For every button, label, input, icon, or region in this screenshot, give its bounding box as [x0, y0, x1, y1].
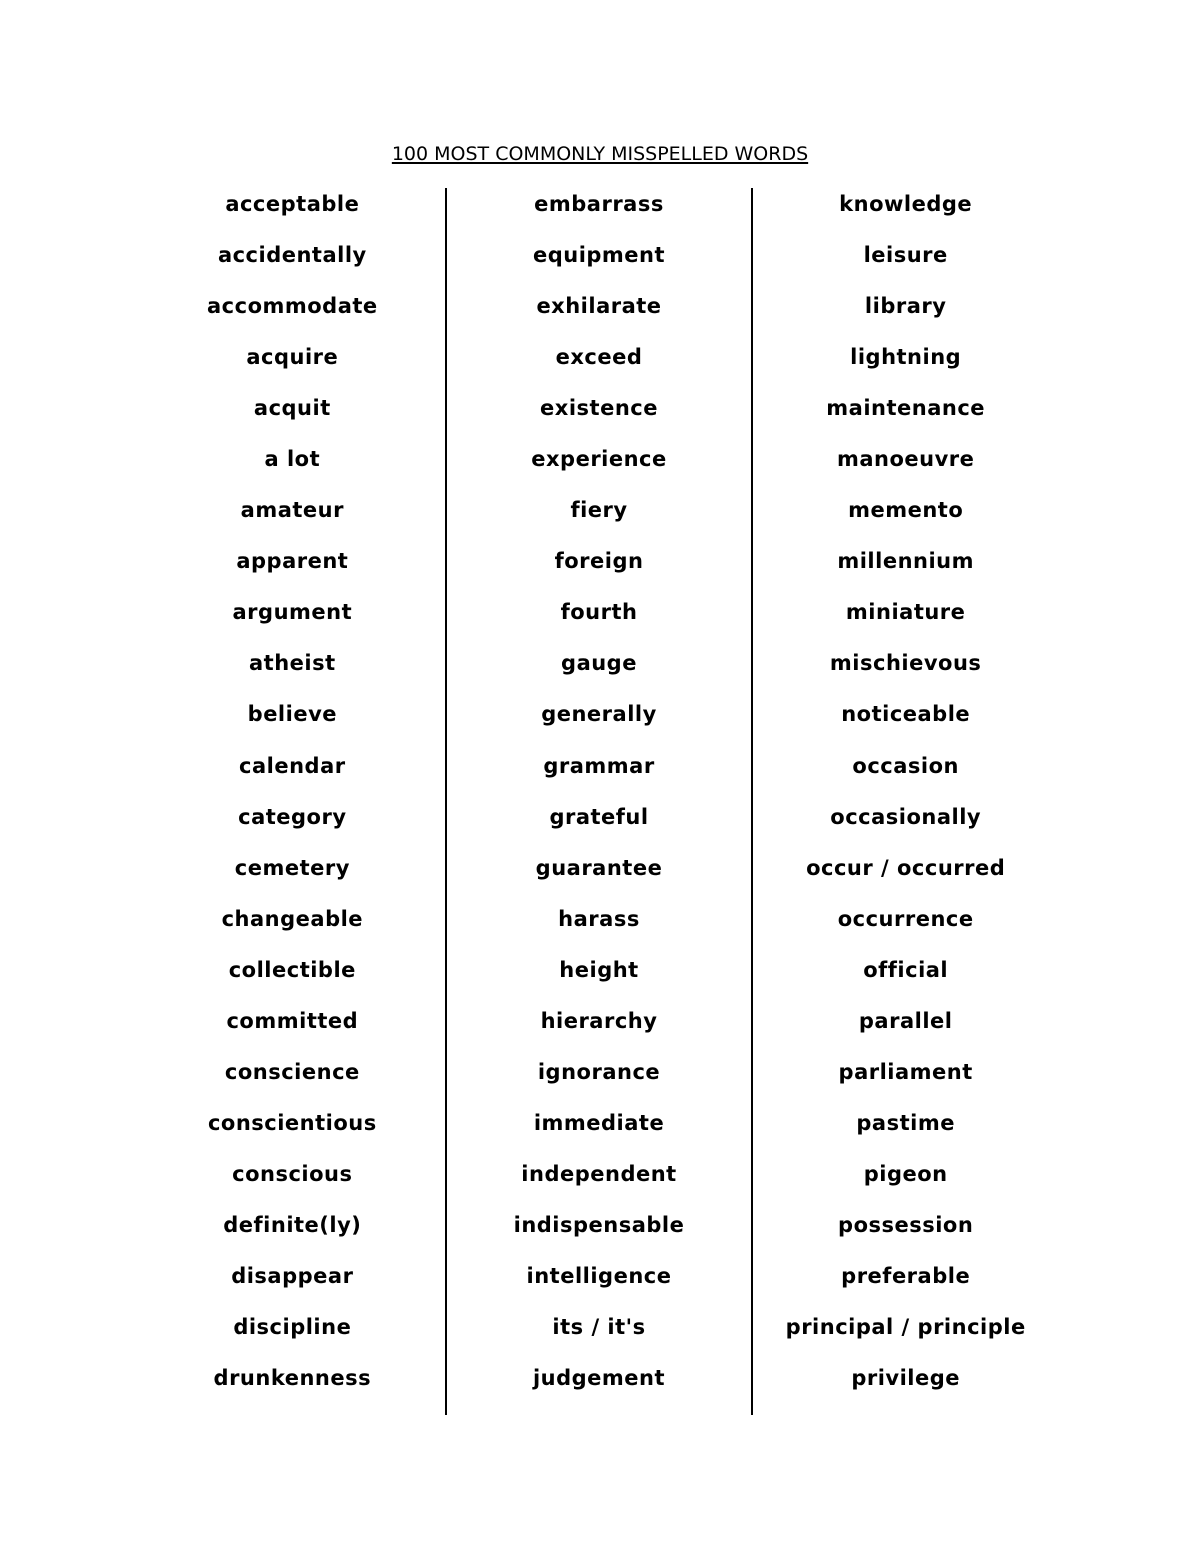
- word-list-item: acquire: [246, 345, 339, 370]
- word-list-item: foreign: [554, 549, 644, 574]
- word-list-item: conscience: [224, 1059, 360, 1084]
- word-list-item: preferable: [841, 1263, 971, 1288]
- word-column-3: [751, 188, 1058, 1415]
- word-list-item: parliament: [838, 1059, 973, 1084]
- word-list-item: ignorance: [537, 1059, 661, 1084]
- word-list-item: argument: [232, 600, 353, 625]
- word-list-item: embarrass: [534, 192, 664, 216]
- word-list-item: exceed: [555, 345, 643, 370]
- word-list-item: believe: [247, 702, 338, 727]
- word-list-item: memento: [848, 498, 964, 523]
- word-list-item: committed: [226, 1008, 359, 1033]
- word-list-item: existence: [540, 396, 658, 421]
- word-list-item: collectible: [228, 957, 356, 982]
- word-list-item: apparent: [236, 549, 349, 574]
- word-list-item: pigeon: [863, 1161, 948, 1186]
- word-list-item: drunkenness: [213, 1366, 372, 1391]
- word-list-item: leisure: [863, 243, 948, 268]
- word-list-item: disappear: [231, 1263, 354, 1288]
- word-list-item: judgement: [532, 1366, 666, 1391]
- word-list-item: knowledge: [839, 192, 973, 216]
- word-list-item: grammar: [543, 753, 655, 778]
- word-list-item: harass: [558, 906, 640, 931]
- word-list-item: amateur: [240, 498, 344, 523]
- word-list-item: changeable: [221, 906, 364, 931]
- word-list-item: definite(ly): [223, 1212, 362, 1237]
- word-list-item: guarantee: [535, 855, 663, 880]
- word-list-item: a lot: [264, 447, 321, 472]
- page-title: [0, 142, 1200, 166]
- word-list-item: manoeuvre: [836, 447, 975, 472]
- word-list-item: occur / occurred: [806, 855, 1006, 880]
- word-list-item: lightning: [850, 345, 962, 370]
- word-list-item: experience: [531, 447, 667, 472]
- word-list-item: occasionally: [830, 804, 982, 829]
- word-list-item: calendar: [239, 753, 346, 778]
- word-list-item: equipment: [532, 243, 666, 268]
- word-list-item: intelligence: [526, 1263, 672, 1288]
- word-list-item: millennium: [837, 549, 974, 574]
- word-list-item: library: [864, 294, 947, 319]
- word-list-item: immediate: [533, 1110, 665, 1135]
- word-list-item: miniature: [845, 600, 966, 625]
- word-list-item: discipline: [233, 1315, 352, 1340]
- word-list-item: fourth: [560, 600, 638, 625]
- word-list-item: possession: [838, 1212, 974, 1237]
- word-list-item: mischievous: [829, 651, 982, 676]
- word-list-item: generally: [541, 702, 657, 727]
- word-list-item: grateful: [549, 804, 649, 829]
- word-list-item: noticeable: [841, 702, 971, 727]
- word-list-item: cemetery: [234, 855, 350, 880]
- word-list-item: its / it's: [552, 1315, 646, 1340]
- word-list-item: pastime: [856, 1110, 955, 1135]
- word-list-item: principal / principle: [785, 1315, 1026, 1340]
- word-list-item: exhilarate: [536, 294, 662, 319]
- word-columns: [140, 188, 1058, 1415]
- word-list-item: privilege: [851, 1366, 961, 1391]
- word-list-item: conscious: [232, 1161, 353, 1186]
- word-column-1: [140, 188, 445, 1415]
- word-list-item: category: [238, 804, 347, 829]
- word-list-item: parallel: [858, 1008, 953, 1033]
- word-list-item: official: [863, 957, 949, 982]
- word-list-item: acquit: [253, 396, 331, 421]
- word-list-item: maintenance: [826, 396, 986, 421]
- word-list-item: acceptable: [225, 192, 360, 216]
- word-list-item: accommodate: [207, 294, 378, 319]
- word-list-item: atheist: [249, 651, 336, 676]
- word-list-item: indispensable: [513, 1212, 685, 1237]
- word-list-item: hierarchy: [540, 1008, 658, 1033]
- word-column-2: [445, 188, 752, 1415]
- word-list-item: fiery: [570, 498, 628, 523]
- word-list-item: height: [559, 957, 639, 982]
- word-list-item: conscientious: [207, 1110, 377, 1135]
- word-list-item: gauge: [561, 651, 637, 676]
- word-list-item: independent: [521, 1161, 677, 1186]
- page-title-text: 100 MOST COMMONLY MISSPELLED WORDS: [391, 143, 809, 165]
- word-list-item: occasion: [852, 753, 959, 778]
- word-list-item: accidentally: [217, 243, 367, 268]
- word-list-item: occurrence: [837, 906, 974, 931]
